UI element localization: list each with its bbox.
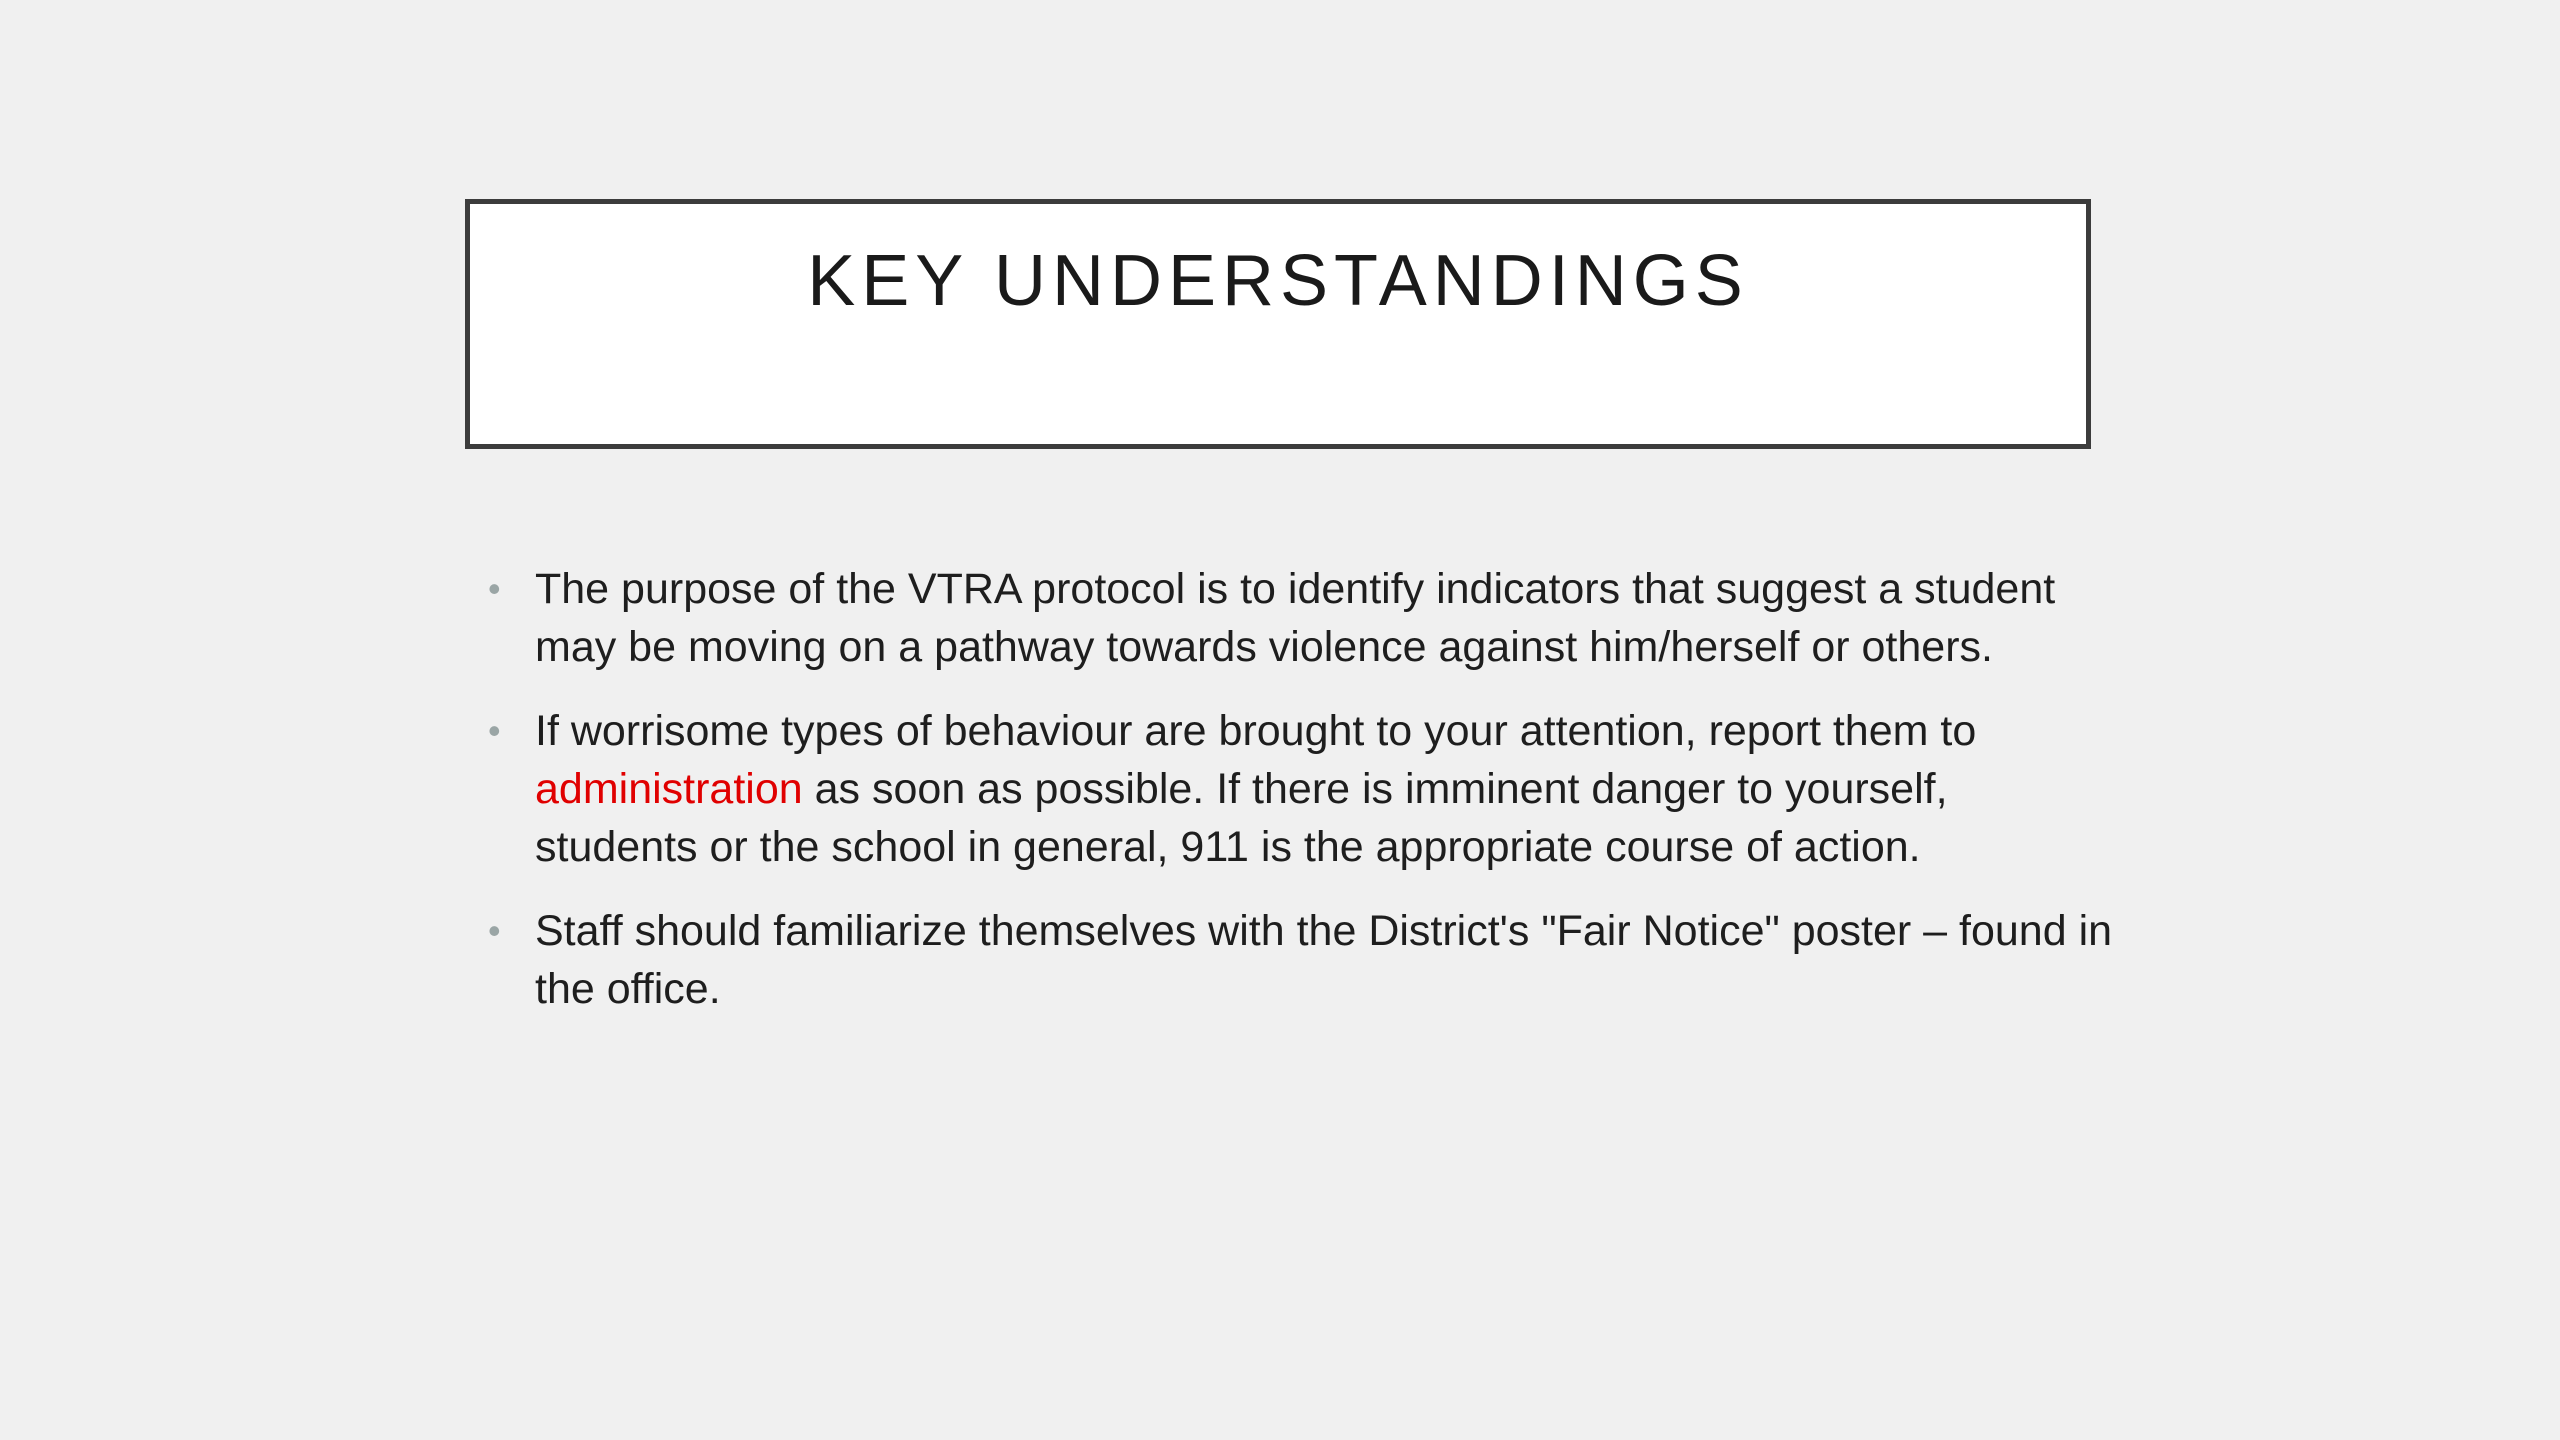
title-box (465, 199, 2091, 449)
bullet-item-report (480, 702, 2120, 876)
slide-title: KEY UNDERSTANDINGS (807, 241, 1749, 321)
bullet-item-purpose (480, 560, 2120, 676)
bullet-icon: • (488, 910, 501, 951)
bullet-text-after: as soon as possible. If there is imminent danger to yourself, students or the school in general, 911 is the appropriate course of action. (535, 765, 1948, 871)
bullet-icon: • (488, 568, 501, 609)
bullet-text: Staff should familiarize themselves with the District's "Fair Notice" poster – found in the office. (535, 907, 2113, 1013)
highlight-administration: administration (535, 765, 803, 813)
bullet-icon: • (488, 710, 501, 751)
bullet-text-before: If worrisome types of behaviour are brought to your attention, report them to (535, 707, 1977, 755)
bullet-list (480, 560, 2120, 1044)
bullet-text: The purpose of the VTRA protocol is to identify indicators that suggest a student may be moving on a pathway towards violence against him/herself or others. (535, 565, 2056, 671)
bullet-item-poster (480, 902, 2120, 1018)
